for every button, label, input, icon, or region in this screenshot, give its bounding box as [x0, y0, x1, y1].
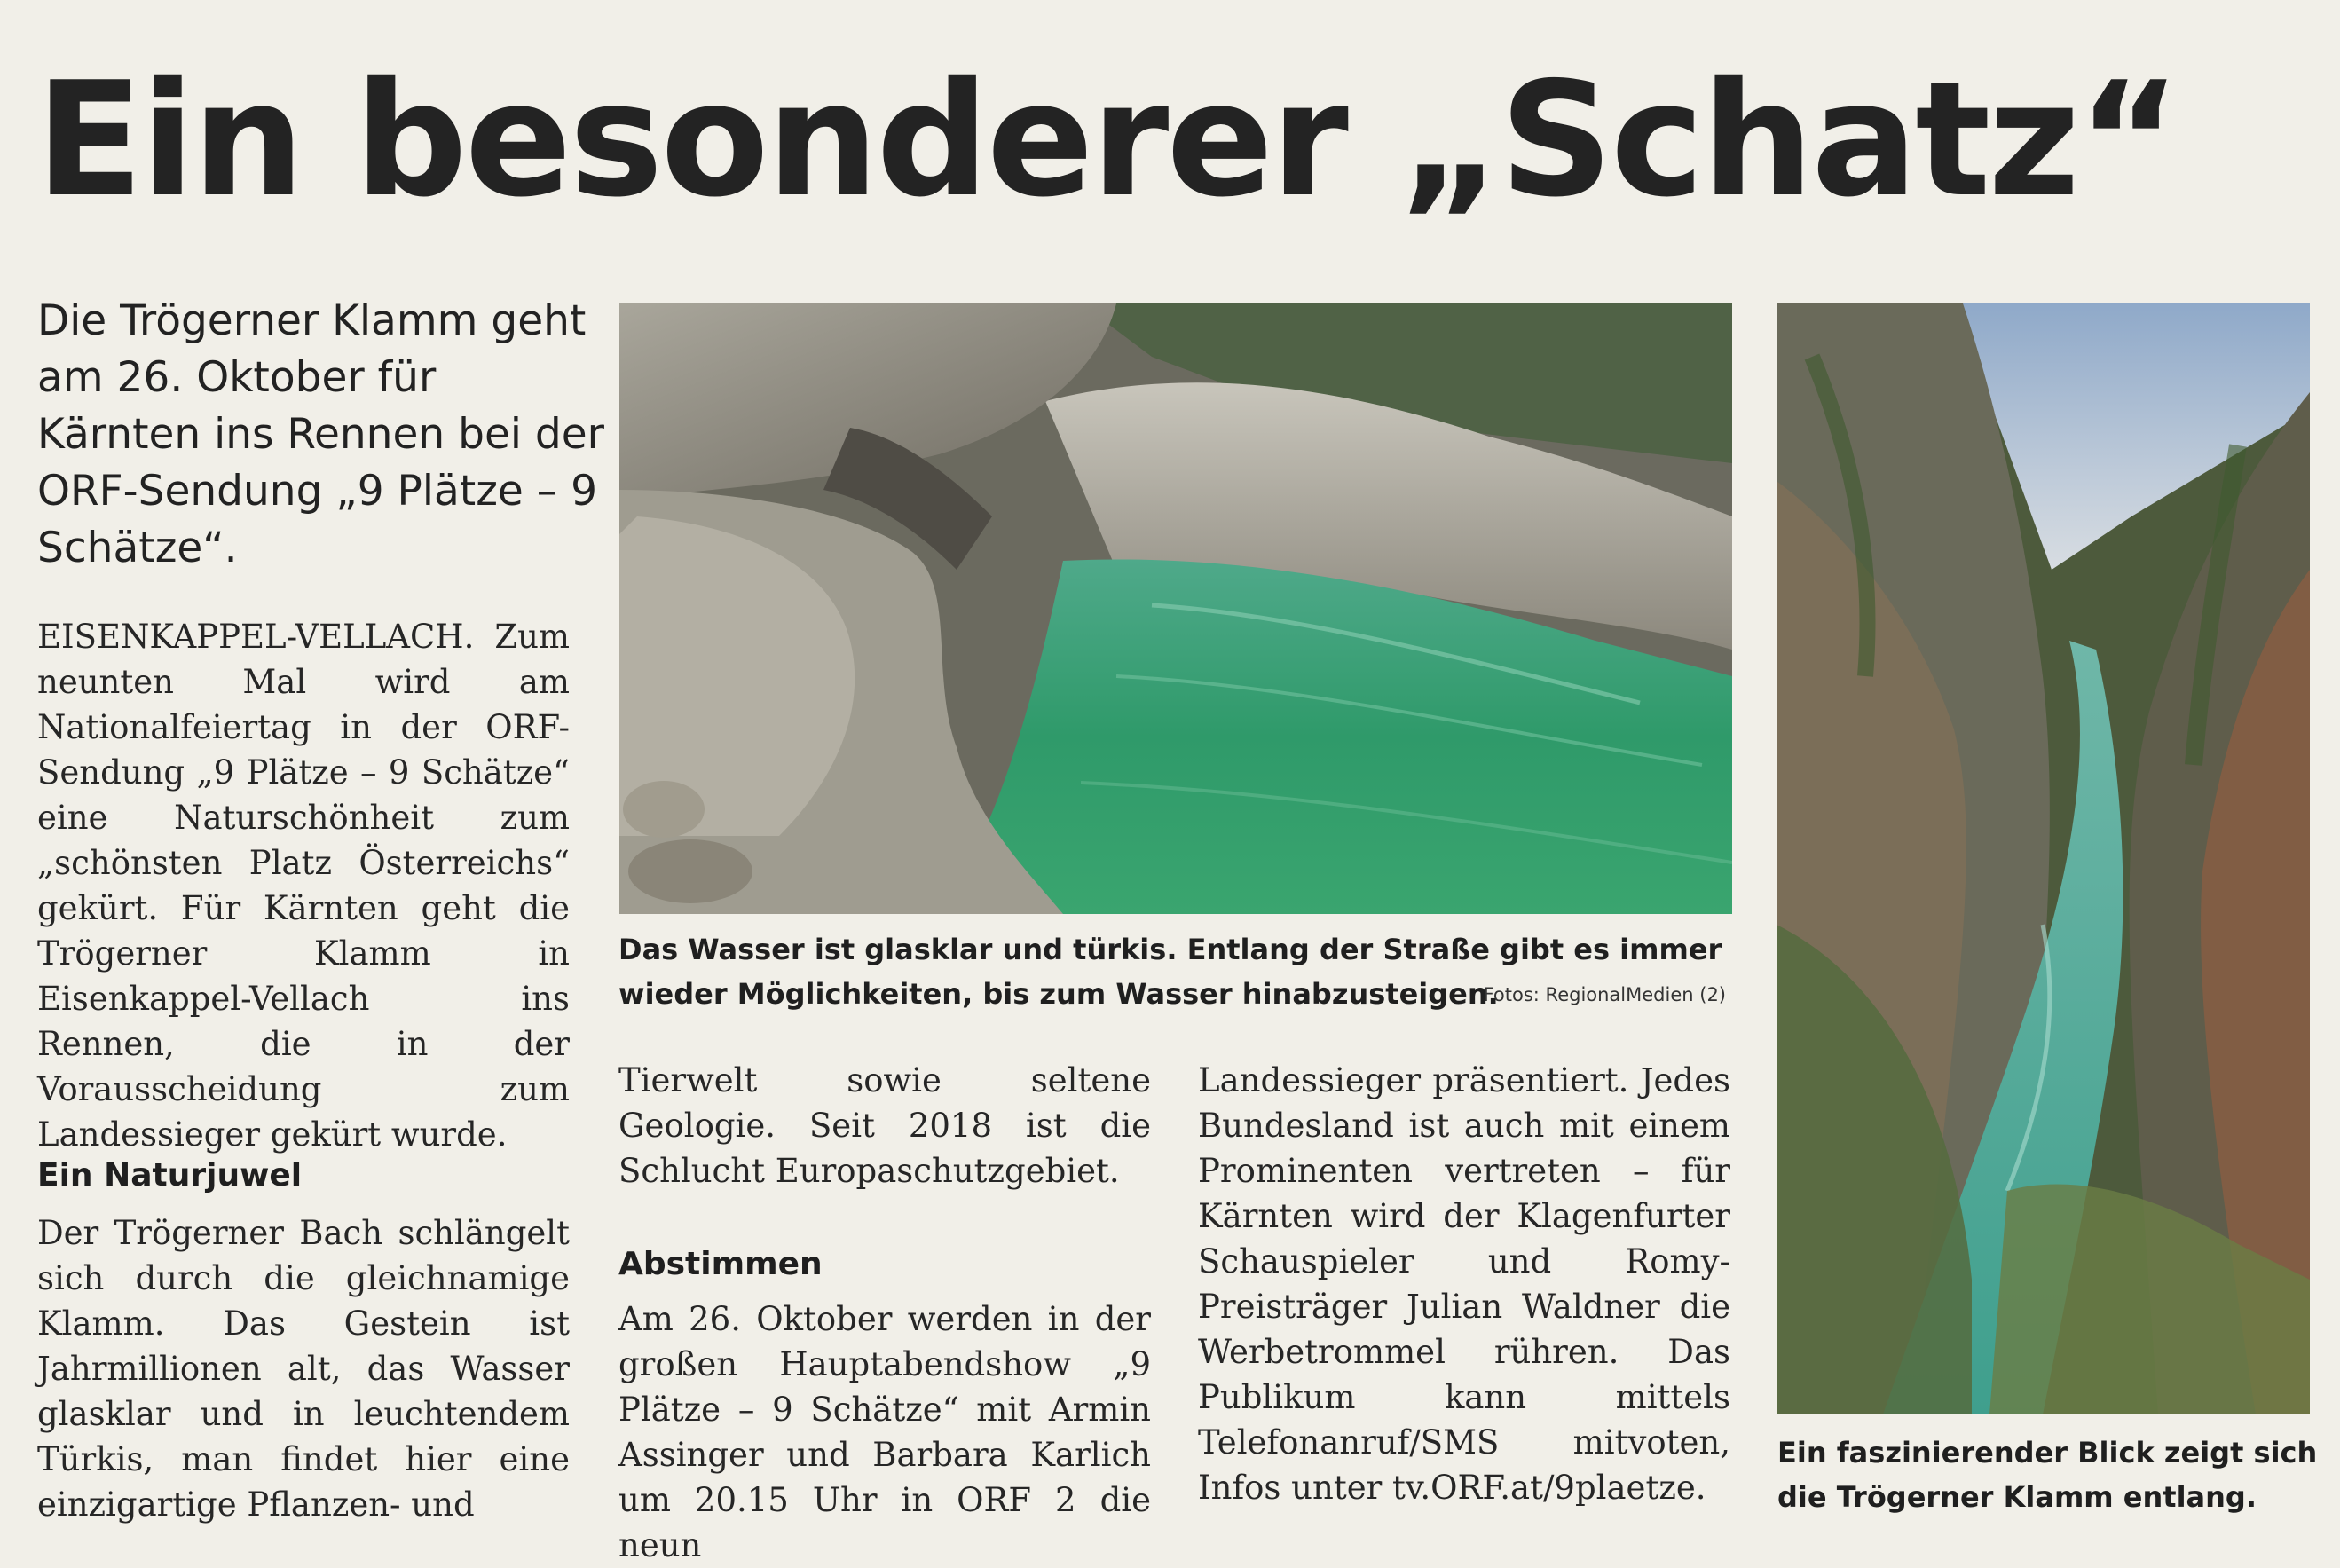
headline: Ein besonderer „Schatz“: [35, 48, 2179, 232]
article-column-1-continued: [37, 1210, 570, 1524]
article-column-3: [1198, 1058, 1730, 1519]
subhead-abstimmen: Abstimmen: [618, 1246, 823, 1282]
gorge-water-image: [619, 303, 1732, 914]
article-column-2: [618, 1058, 1151, 1564]
photo-caption-1: Das Wasser ist glasklar und türkis. Entlang der Straße gibt es immer wieder Möglichkeiten, bis zum Wasser hinabzusteigen.: [618, 933, 1722, 1011]
paragraph-abstimmen-continued: Landessieger präsentiert. Jedes Bundesland ist auch mit einem Prominenten vertreten – für Kärnten wird der Klagenfurter Schauspieler und Romy-Preisträger Julian Waldner die Werbetrommel rühren. Das Publikum kann mittels Telefonanruf/SMS mitvoten, Infos unter tv.ORF.at/9plaetze.: [1198, 1061, 1730, 1507]
lead-paragraph: Die Trögerner Klamm geht am 26. Oktober für Kärnten ins Rennen bei der ORF-Sendung „9 Plätze – 9 Schätze“.: [37, 296, 604, 572]
photo-caption-2: Ein faszinierender Blick zeigt sich die Trögerner Klamm entlang.: [1777, 1436, 2318, 1514]
paragraph-naturjuwel-continued: Tierwelt sowie seltene Geologie. Seit 2018 ist die Schlucht Europaschutzgebiet.: [618, 1061, 1151, 1190]
paragraph-abstimmen: Am 26. Oktober werden in der großen Hauptabendshow „9 Plätze – 9 Schätze“ mit Armin Assinger und Barbara Karlich um 20.15 Uhr in ORF 2 die neun: [618, 1300, 1151, 1564]
gorge-view-photo: [1777, 303, 2310, 1414]
gorge-view-image: [1777, 303, 2310, 1414]
paragraph-naturjuwel: Der Trögerner Bach schlängelt sich durch die gleichnamige Klamm. Das Gestein ist Jahrmillionen alt, das Wasser glasklar und in leuchtendem Türkis, man findet hier eine einzigartige Pflanzen- und: [37, 1214, 570, 1524]
article-column-1: [37, 614, 570, 1154]
photo-credit: Fotos: RegionalMedien (2): [1483, 984, 1726, 1005]
gorge-water-photo: [619, 303, 1732, 914]
intro-paragraph: EISENKAPPEL-VELLACH. Zum neunten Mal wird am Nationalfeiertag in der ORF-Sendung „9 Plätze – 9 Schätze“ eine Naturschönheit zum „schönsten Platz Österreichs“ gekürt. Für Kärnten geht die Trögerner Klamm in Eisenkappel-Vellach ins Rennen, die in der Vorausscheidung zum Landessieger gekürt wurde.: [37, 618, 570, 1154]
subhead-naturjuwel: Ein Naturjuwel: [37, 1157, 303, 1194]
